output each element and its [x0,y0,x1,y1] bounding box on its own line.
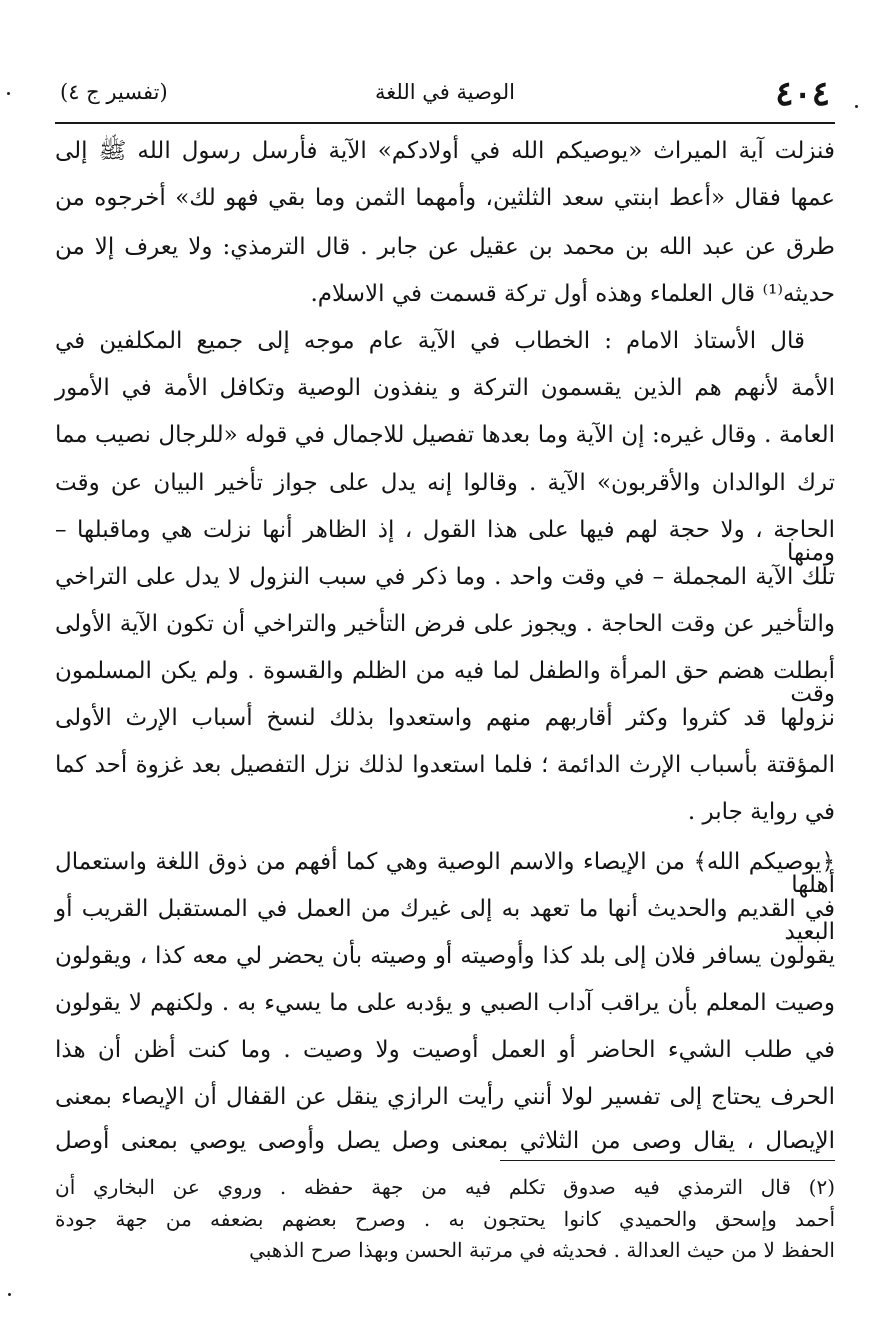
text-line: نزولها قد كثروا وكثر أقاربهم منهم واستعدوا بذلك لنسخ أسباب الإرث الأولى [55,705,835,731]
text-line: ترك الوالدان والأقربون» الآية . وقالوا إنه يدل على جواز تأخير البيان عن وقت [55,470,835,496]
header-rule [55,122,835,124]
text-line: فنزلت آية الميراث «يوصيكم الله في أولادكم» الآية فأرسل رسول الله ﷺ إلى [55,138,835,164]
page-header [60,76,830,116]
text-line: الحرف يحتاج إلى تفسير لولا أنني رأيت الرازي ينقل عن القفال أن الإيصاء بمعنى [55,1084,835,1110]
text-line: قال الأستاذ الامام : الخطاب في الآية عام موجه إلى جميع المكلفين في [55,328,805,354]
text-line: العامة . وقال غيره: إن الآية وما بعدها تفصيل للاجمال في قوله «للرجال نصيب مما [55,422,835,448]
footnote-separator [500,1160,835,1161]
text-line: تلك الآية المجملة – في وقت واحد . وما ذكر في سبب النزول لا يدل على التراخي [55,564,835,590]
text-line: المؤقتة بأسباب الإرث الدائمة ؛ فلما استعدوا لذلك نزل التفصيل بعد غزوة أحد كما [55,752,835,778]
text-line: في القديم والحديث أنها ما تعهد به إلى غيرك من العمل في المستقبل القريب أو البعيد [55,896,835,945]
running-title: الوصية في اللغة [375,80,515,104]
text-line: الأمة لأنهم هم الذين يقسمون التركة و ينفذون الوصية وتكافل الأمة في الأمور [55,375,835,401]
text-line: حديثه⁽¹⁾ قال العلماء وهذه أول تركة قسمت في الاسلام. [310,281,835,307]
footnote-line: (٢) قال الترمذي فيه صدوق تكلم فيه من جهة حفظه . وروي عن البخاري أن [55,1175,835,1199]
scan-speck [8,1293,11,1296]
text-line: ﴿يوصيكم الله﴾ من الإيصاء والاسم الوصية وهي كما أفهم من ذوق اللغة واستعمال أهلها [55,849,835,898]
footnote-line: أحمد وإسحق والحميدي كانوا يحتجون به . وصرح بعضهم بضعفه من جهة جودة [55,1207,835,1231]
page-number: ٤٠٤ [775,74,830,114]
footnote-line: الحفظ لا من حيث العدالة . فحديثه في مرتبة الحسن وبهذا صرح الذهبي [249,1238,835,1262]
text-line: في طلب الشيء الحاضر أو العمل أوصيت ولا وصيت . وما كنت أظن أن هذا [55,1037,835,1063]
section-label: (تفسير ج ٤) [60,80,168,104]
text-line: الإيصال ، يقال وصى من الثلاثي بمعنى وصل يصل وأوصى يوصي بمعنى أوصل [55,1128,835,1154]
text-line: يقولون يسافر فلان إلى بلد كذا وأوصيته أو وصيته بأن يحضر لي معه كذا ، ويقولون [55,943,835,969]
text-line: وصيت المعلم بأن يراقب آداب الصبي و يؤدبه على ما يسيء به . ولكنهم لا يقولون [55,990,835,1016]
scan-speck [7,92,10,95]
text-line: والتأخير عن وقت الحاجة . ويجوز على فرض التأخير والتراخي أن تكون الآية الأولى [55,611,835,637]
text-line: الحاجة ، ولا حجة لهم فيها على هذا القول ، إذ الظاهر أنها نزلت هي وماقبلها – ومنها [55,517,835,566]
text-line: في رواية جابر . [687,799,835,825]
scan-speck [855,105,858,108]
text-line: عمها فقال «أعط ابنتي سعد الثلثين، وأمهما الثمن وما بقي فهو لك» أخرجوه من [55,185,836,211]
text-line: طرق عن عبد الله بن محمد بن عقيل عن جابر . قال الترمذي: ولا يعرف إلا من [55,234,835,260]
text-line: أبطلت هضم حق المرأة والطفل لما فيه من الظلم والقسوة . ولم يكن المسلمون وقت [55,658,835,707]
